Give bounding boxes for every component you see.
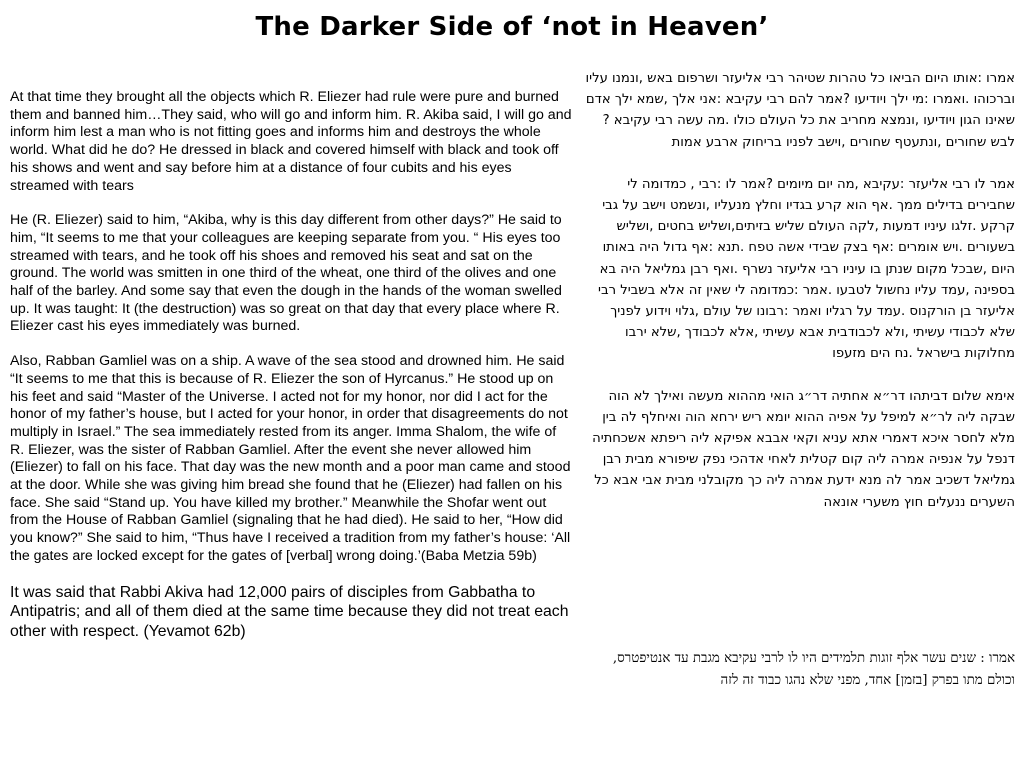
hebrew-paragraph-yevamot: אמרו : שנים עשר אלף זוגות תלמידים היו לו לרבי עקיבא מגבת עד אנטיפטרס, וכולם מתו בפרק [בזמן] אחד, מפני שלא נהגו כבוד זה לזה [612,651,1015,688]
english-text-column [10,89,573,641]
english-paragraph-yevamot: It was said that Rabbi Akiva had 12,000 pairs of disciples from Gabbatha to Antipatris; and all of them died at the same time because they did not treat each other with respect. (Yevamot 62b) [10,583,569,640]
english-paragraph-burning: At that time they brought all the objects which R. Eliezer had rule were pure and burned them and banned him…They said, who will go and inform him. R. Akiba said, I will go and inform him lest a man who is not fitting goes and informs him and destroys the whole world. What did he do? He dressed in black and covered himself with black and took off his shows and went and say before him at a distance of four cubits and his eyes streamed with tears [10,89,572,194]
hebrew-paragraph-imma-shalom: אימא שלום דביתהו דר״א אחתיה דר״ג הואי מההוא מעשה ואילך לא הוה שבקה ליה לר״א למיפל על אפיה ההוא יומא ריש ירחא הוה ואיחלף לה בין מלא לחסר איכא דאמרי אתא עניא וקאי אבבא אפיקא ליה ריפתא אשכחתיה דנפל על אנפיה אמרה ליה קום קטלית לאחי אדהכי נפק שיפורא מבית רבן גמליאל דשכיב אמר לה מנא ידעת אמרה ליה כך מקובלני מבית אבי אבא כל השערים ננעלים חוץ משערי אונאה [592,388,1015,510]
english-paragraph-akiba: He (R. Eliezer) said to him, “Akiba, why is this day different from other days?” He said to him, “It seems to me that your colleagues are keeping separate from you. “ His eyes too streamed with tears, and he took off his shoes and removed his seat and sat on the ground. The world was smitten in one third of the wheat, one third of the olives and one half of the barley. And some say that even the dough in the hands of the woman swelled up. It was taught: It (the destruction) was so great on that day that every place where R. Eliezer cast his eyes immediately was burned. [10,212,562,335]
hebrew-paragraph-burning: אמרו :אותו היום הביאו כל טהרות שטיהר רבי אליעזר ושרפום באש ,ונמנו עליו וברכוהו .ואמרו :מי ילך ויודיעו ?אמר להם רבי עקיבא :אני אלך ,שמא ילך אדם שאינו הגון ויודיעו ,ונמצא מחריב את כל העולם כולו .מה עשה רבי עקיבא ?לבש שחורים ,ונתעטף שחורים ,וישב לפניו בריחוק ארבע אמות [585,71,1015,150]
slide-title: The Darker Side of ‘not in Heaven’ [255,12,769,42]
hebrew-text-column [585,68,1015,688]
english-paragraph-gamliel: Also, Rabban Gamliel was on a ship. A wave of the sea stood and drowned him. He said “It seems to me that this is because of R. Eliezer the son of Hyrcanus.” He stood up on his feet and said “Master of the Universe. I acted not for my honor, nor did I act for the honor of my father’s house, but I acted for your honor, in order that disagreements do not multiply in Israel.” The sea immediately rested from its anger. Imma Shalom, the wife of R. Eliezer, was the sister of Rabban Gamliel. After the event she never allowed him (Eliezer) to fall on his face. That day was the new month and a poor man came and stood at the door. While she was giving him bread she found that he (Eliezer) had fallen on his face. She said “Stand up. You have killed my brother.” Meanwhile the Shofar went out from the House of Rabban Gamliel (signaling that he had died). He said to her, “How did you know?” She said to him, “Thus have I received a tradition from my father’s house: ‘All the gates are locked except for the gates of [verbal] wrong doing.’(Baba Metzia 59b) [10,353,571,564]
hebrew-paragraph-akiba: אמר לו רבי אליעזר :עקיבא ,מה יום מיומים ?אמר לו :רבי , כמדומה לי שחבירים בדילים ממך .אף הוא קרע בגדיו וחלץ מנעליו ,ונשמט וישב על גבי קרקע .זלגו עיניו דמעות ,לקה העולם שליש בזיתים,ושליש בחטים ,ושליש בשעורים .ויש אומרים :אף בצק שבידי אשה טפח .תנא :אף גדול היה באותו היום ,שבכל מקום שנתן בו עיניו רבי אליעזר נשרף .ואף רבן גמליאל היה בא בספינה ,עמד עליו נחשול לטבעו .אמר :כמדומה לי שאין זה אלא בשביל רבי אליעזר בן הורקנוס .עמד על רגליו ואמר :רבונו של עולם ,גלוי וידוע לפניך שלא לכבודי עשיתי ,ולא לכבודבית אבא עשיתי ,אלא לכבודך ,שלא ירבו מחלוקות בישראל .נח הים מזעפו [598,176,1015,362]
